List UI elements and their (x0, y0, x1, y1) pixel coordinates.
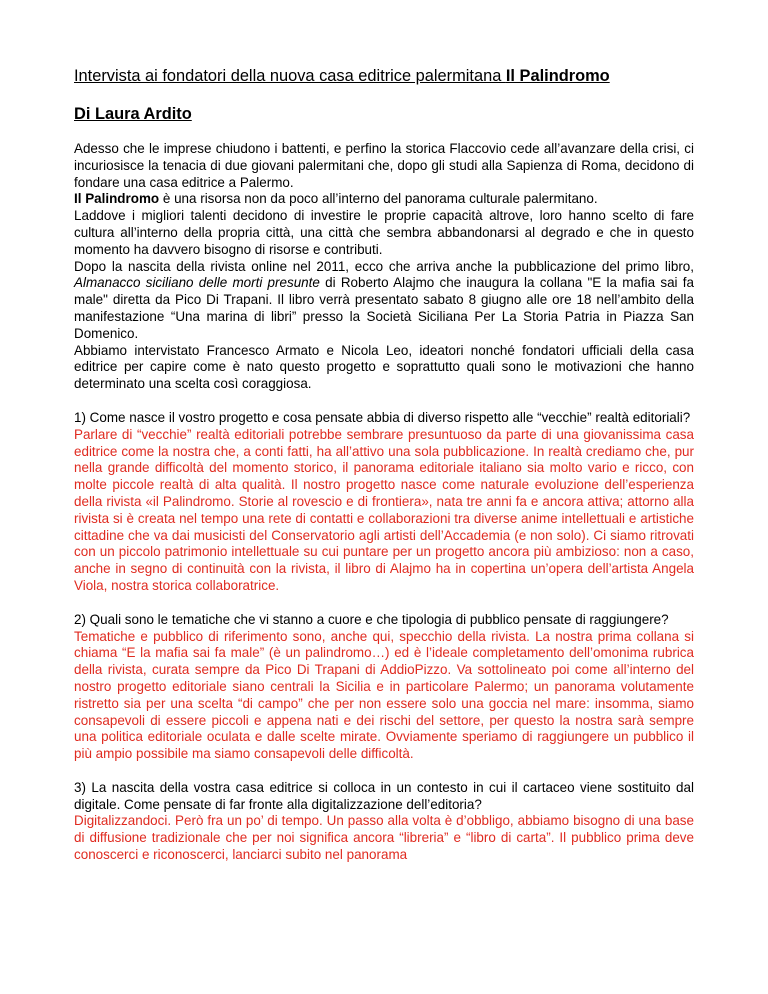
author-byline: Di Laura Ardito (74, 105, 192, 123)
intro-paragraph: Laddove i migliori talenti decidono di investire le proprie capacità altrove, loro hanno scelto di fare cultura all’interno della propria città, una città che sembra abbandonarsi al degrado e che in questo momento ha davvero bisogno di risorse e contributi. (74, 208, 694, 257)
interview-question: 3) La nascita della vostra casa editrice si colloca in un contesto in cui il cartaceo viene sostituito dal digitale. Come pensate di far fronte alla digitalizzazione dell’editoria? (74, 779, 694, 812)
interview-answer: Digitalizzandoci. Però fra un po’ di tempo. Un passo alla volta è d’obbligo, abbiamo bisogno di una base di diffusione tradizionale che per noi significa ancora “libreria” e “libro di carta”. Il pubblico prima deve conoscerci e riconoscerci, lanciarci subito nel panorama (74, 813, 694, 863)
title-publisher-name: Il Palindromo (505, 67, 610, 85)
title-text: Intervista ai fondatori della nuova casa editrice palermitana (74, 67, 506, 85)
intro-paragraph: Abbiamo intervistato Francesco Armato e Nicola Leo, ideatori nonché fondatori ufficiali della casa editrice per capire come è nato questo progetto e soprattutto quali sono le motivazioni che hanno determinato una scelta così coraggiosa. (74, 342, 694, 392)
book-title: Almanacco siciliano delle morti presunte (74, 275, 320, 291)
intro-paragraph: Dopo la nascita della rivista online nel 2011, ecco che arriva anche la pubblicazione del primo libro, Almanacco siciliano delle morti presunte di Roberto Alajmo che inaugura la collana "E la mafia sai fa male" diretta da Pico Di Trapani. Il libro verrà presentato sabato 8 giugno alle ore 18 nell’ambito della manifestazione “Una marina di libri” presso la Società Siciliana Per La Storia Patria in Piazza San Domenico. (74, 258, 695, 341)
interview-question: 2) Quali sono le tematiche che vi stanno a cuore e che tipologia di pubblico pensate di raggiungere? (74, 611, 669, 627)
intro-paragraph: Adesso che le imprese chiudono i battenti, e perfino la storica Flaccovio cede all’avanzare della crisi, ci incuriosisce la tenacia di due giovani palermitani che, dopo gli studi alla Sapienza di Roma, decidono di fondare una casa editrice a Palermo. (74, 141, 694, 190)
interview-question: 1) Come nasce il vostro progetto e cosa pensate abbia di diverso rispetto alle “vecchie” realtà editoriali? (74, 409, 691, 425)
interview-answer: Parlare di “vecchie” realtà editoriali potrebbe sembrare presuntuoso da parte di una giovanissima casa editrice come la nostra che, a conti fatti, ha all’attivo una sola pubblicazione. In realtà crediamo che, pur nella grande difficoltà del momento storico, il panorama editoriale italiano sia molto vario e ricco, con molte piccole realtà di alta qualità. Il nostro progetto nasce come naturale evoluzione dell’esperienza della rivista «il Palindromo. Storie al rovescio e di frontiera», nata tre anni fa e ancora attiva; attorno alla rivista si è creata nel tempo una rete di contatti e collaborazioni tra diverse anime intellettuali e artistiche cittadine che va dai musicisti del Conservatorio agli artisti dell’Accademia (e non solo). Ci siamo ritrovati con un piccolo patrimonio intellettuale su cui puntare per un progetto ancora più ambizioso: non a caso, anche in segno di continuità con la rivista, il libro di Alajmo ha in copertina un’opera dell’artista Angela Viola, nostra storica collaboratrice. (74, 426, 694, 593)
intro-section (74, 141, 694, 393)
intro-paragraph: Il Palindromo è una risorsa non da poco all’interno del panorama culturale palermitano. (74, 191, 598, 207)
qa-block (74, 612, 694, 763)
qa-block (74, 780, 694, 864)
publisher-name: Il Palindromo (74, 191, 160, 207)
article-body (74, 141, 694, 864)
interview-answer: Tematiche e pubblico di riferimento sono, anche qui, specchio della rivista. La nostra prima collana si chiama “E la mafia sai fa male” (è un palindromo…) ed è l’ideale completamento dell’omonima rubrica della rivista, curata sempre da Pico Di Trapani di AddioPizzo. Va sottolineato poi come all’interno del nostro progetto editoriale siano centrali la Sicilia e in particolare Palermo; un panorama volutamente ristretto sia per una scelta “di campo” che per non essere solo una goccia nel mare: insomma, siamo consapevoli di essere piccoli e appena nati e dei rischi del settore, per questo la nostra sarà sempre una politica editoriale oculata e dalle scelte mirate. Ovviamente speriamo di raggiungere un pubblico il più ampio possibile ma siamo consapevoli delle difficoltà. (74, 628, 694, 762)
article-title (74, 66, 694, 86)
qa-block (74, 410, 694, 595)
